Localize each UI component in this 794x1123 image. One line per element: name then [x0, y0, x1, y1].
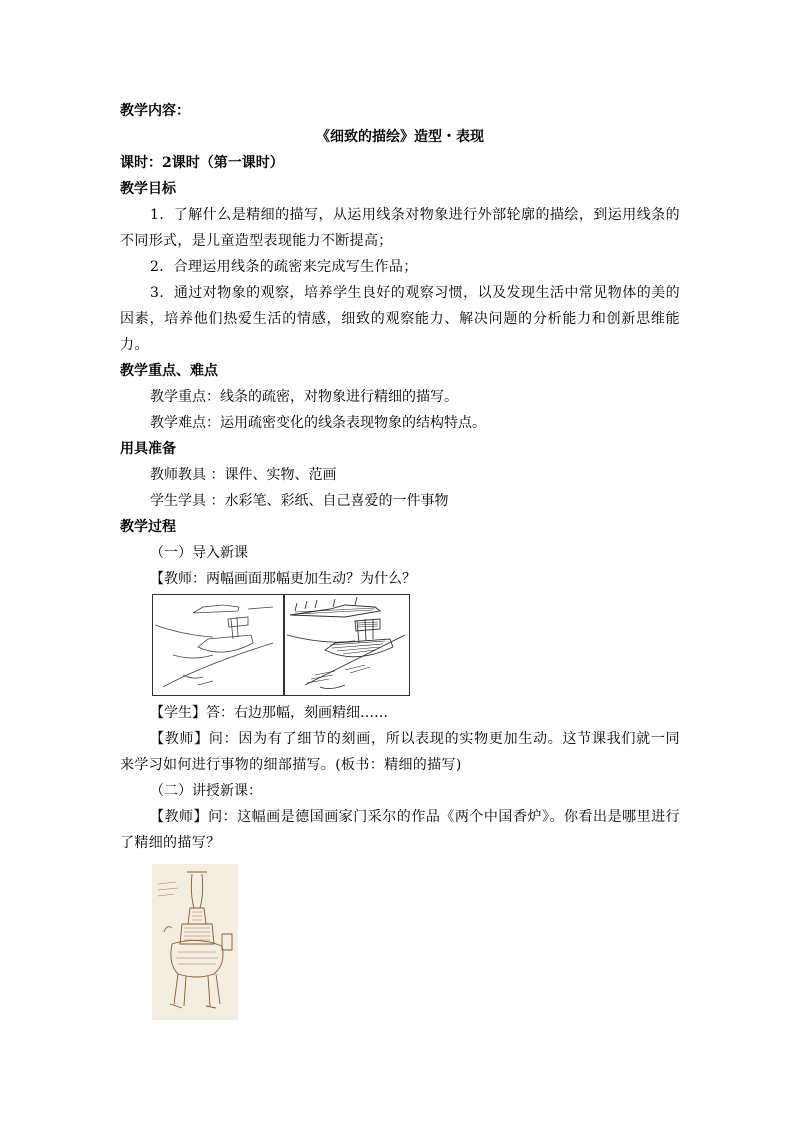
key-points-heading: 教学重点、难点 [120, 363, 218, 379]
lesson-time: 课时：2课时（第一课时） [120, 155, 284, 171]
detailed-boat-sketch [285, 595, 408, 694]
content-heading: 教学内容： [120, 103, 190, 119]
teacher-explanation-1: 【教师】问：因为有了细节的刻画，所以表现的实物更加生动。这节课我们就一同来学习如何进行事物的细部描写。(板书：精细的描写) [120, 731, 680, 773]
materials-heading: 用具准备 [120, 441, 176, 457]
process-heading: 教学过程 [120, 519, 176, 535]
boat-sketch-comparison-image [152, 594, 410, 696]
lesson-title: 《细致的描绘》造型・表现 [316, 129, 484, 145]
incense-burner-drawing [152, 864, 238, 1020]
materials-teacher: 教师教具 ：课件、实物、范画 [150, 467, 337, 483]
materials-student: 学生学具 ：水彩笔、彩纸、自己喜爱的一件事物 [150, 493, 449, 509]
goal-item-1: 1．了解什么是精细的描写，从运用线条对物象进行外部轮廓的描绘，到运用线条的不同形式，是儿童造型表现能力不断提高； [120, 207, 680, 249]
simple-boat-sketch [153, 595, 283, 694]
goal-item-3: 3．通过对物象的观察，培养学生良好的观察习惯，以及发现生活中常见物体的美的因素，培养他们热爱生活的情感，细致的观察能力、解决问题的分析能力和创新思维能力。 [120, 285, 680, 353]
key-point-difficulty: 教学难点：运用疏密变化的线条表现物象的结构特点。 [150, 415, 486, 431]
goal-item-2: 2．合理运用线条的疏密来完成写生作品； [150, 259, 418, 275]
menzel-incense-burner-image [152, 864, 238, 1020]
teacher-question-2: 【教师】问：这幅画是德国画家门采尔的作品《两个中国香炉》。你看出是哪里进行了精细的描写？ [120, 809, 680, 851]
key-point-focus: 教学重点：线条的疏密，对物象进行精细的描写。 [150, 389, 458, 405]
teacher-question-1: 【教师：两幅画面那幅更加生动？为什么？ [150, 571, 416, 587]
process-step-1: （一）导入新课 [150, 545, 248, 561]
student-answer-1: 【学生】答：右边那幅，刻画精细…… [150, 705, 388, 721]
document-page [120, 98, 680, 1020]
goals-heading: 教学目标 [120, 181, 176, 197]
process-step-2: （二）讲授新课： [150, 783, 262, 799]
